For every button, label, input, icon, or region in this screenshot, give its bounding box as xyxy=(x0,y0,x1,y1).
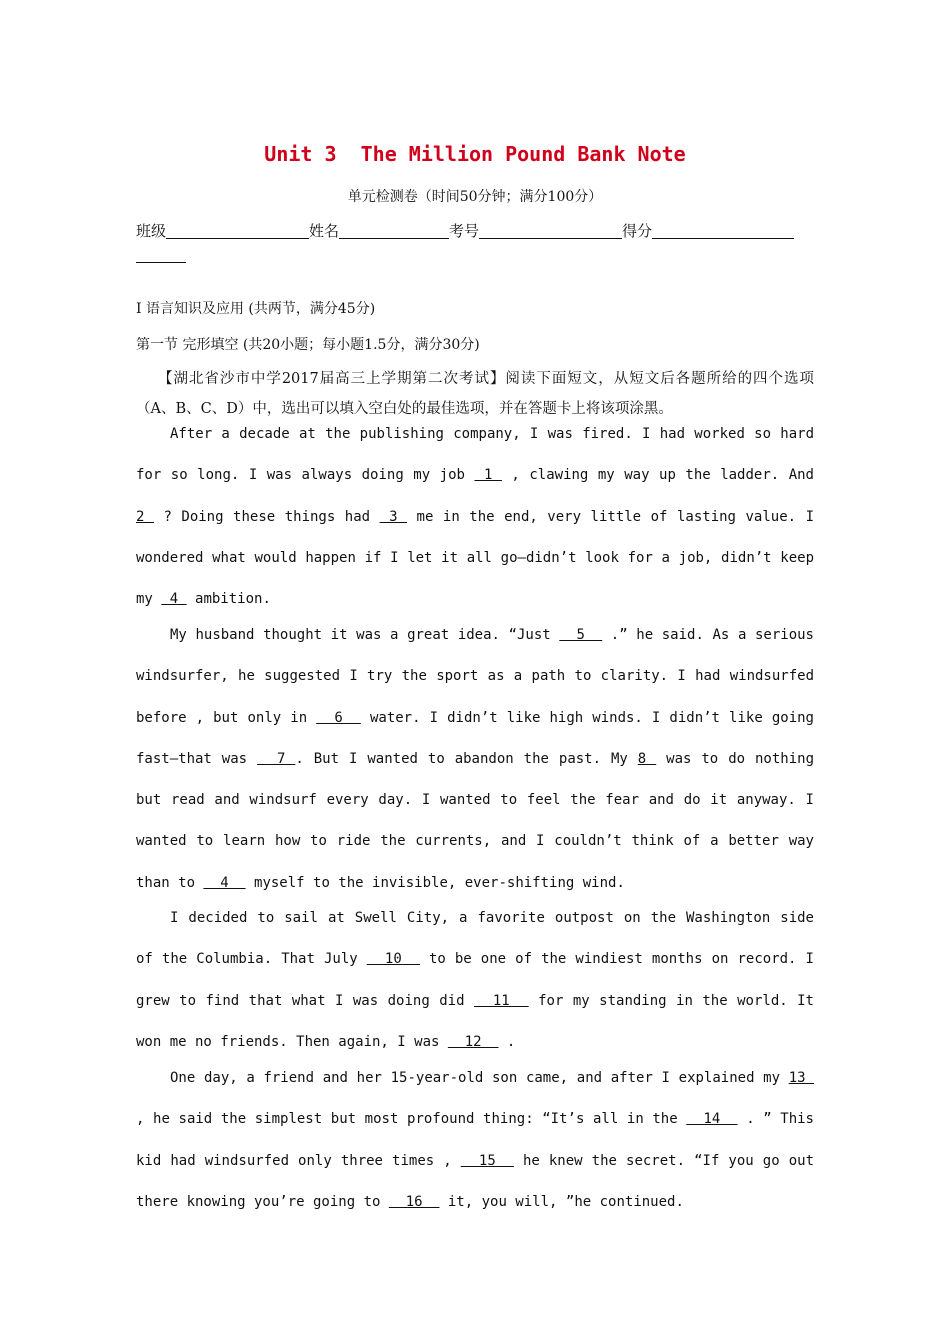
blank-6: 6 xyxy=(316,709,361,726)
text: he knew the secret. “If you go out there knowing you’re going to xyxy=(136,1152,814,1210)
score-field[interactable] xyxy=(652,222,794,239)
blank-14: 14 xyxy=(686,1111,738,1128)
text: . ” This kid had windsurfed only three times , xyxy=(136,1111,814,1169)
blank-3: 3 xyxy=(379,508,408,525)
blank-16: 16 xyxy=(388,1193,440,1210)
class-label: 班级 xyxy=(136,222,167,240)
text: ambition. xyxy=(186,591,271,608)
passage-paragraph-3 xyxy=(136,898,814,1063)
text: , he said the simplest but most profound thing: “It’s all in the xyxy=(136,1111,687,1128)
text: to be one of the windiest months on record. I grew to find that what I was doing did xyxy=(136,951,814,1009)
text: it, you will, ”he continued. xyxy=(439,1193,684,1210)
number-label: 考号 xyxy=(449,222,480,240)
subsection-heading: 第一节 完形填空 (共20小题；每小题1.5分，满分30分) xyxy=(136,337,480,353)
blank-1: 1 xyxy=(474,467,502,484)
passage-paragraph-4 xyxy=(136,1058,814,1223)
score-field-continuation xyxy=(136,262,186,263)
passage-paragraph-1 xyxy=(136,414,814,620)
exam-subtitle: 单元检测卷（时间50分钟；满分100分） xyxy=(347,189,603,205)
student-info-line xyxy=(136,220,814,241)
blank-13: 13 xyxy=(788,1070,814,1086)
number-field[interactable] xyxy=(479,222,622,239)
blank-8: 8 xyxy=(637,750,657,767)
blank-7: 7 xyxy=(257,750,296,767)
text: for my standing in the world. It won me no friends. Then again, I was xyxy=(136,992,814,1050)
text: After a decade at the publishing company, I was fired. I had worked so hard for so long. I was always doing my job xyxy=(136,426,814,484)
blank-5: 5 xyxy=(559,627,603,643)
text: My husband thought it was a great idea. “Just xyxy=(170,627,560,643)
text: I decided to sail at Swell City, a favorite outpost on the Washington side of the Columbia. That July xyxy=(136,910,814,968)
blank-11: 11 xyxy=(473,992,529,1009)
blank-9: 4 xyxy=(203,874,246,891)
passage-paragraph-2 xyxy=(136,615,814,904)
class-field[interactable] xyxy=(166,222,309,239)
blank-4: 4 xyxy=(161,591,187,608)
text: was to do nothing but read and windsurf every day. I wanted to feel the fear and do it anyway. I wanted to learn how to ride the currents, and I couldn’t think of a better way than to xyxy=(136,750,814,891)
text: ? Doing these things had xyxy=(153,508,380,525)
page-title: Unit 3 The Million Pound Bank Note xyxy=(264,142,686,166)
text: . xyxy=(498,1033,516,1050)
instructions: 【湖北省沙市中学2017届高三上学期第二次考试】阅读下面短文，从短文后各题所给的四个选项（A、B、C、D）中，选出可以填入空白处的最佳选项，并在答题卡上将该项涂黑。 xyxy=(136,371,814,417)
text: water. I didn’t like high winds. I didn’t like going fast—that was xyxy=(136,709,814,767)
blank-10: 10 xyxy=(366,951,420,968)
section-heading: I 语言知识及应用 (共两节，满分45分) xyxy=(136,301,376,317)
name-label: 姓名 xyxy=(309,222,340,240)
text: One day, a friend and her 15-year-old son came, and after I explained my xyxy=(170,1070,789,1086)
text: me in the end, very little of lasting value. I wondered what would happen if I let it all go—didn’t look for a job, didn’t keep my xyxy=(136,508,815,608)
text: . But I wanted to abandon the past. My xyxy=(295,750,638,767)
text: myself to the invisible, ever-shifting wind. xyxy=(245,874,625,891)
score-label: 得分 xyxy=(622,222,653,240)
name-field[interactable] xyxy=(339,222,449,239)
text: , clawing my way up the ladder. And xyxy=(501,467,814,484)
blank-12: 12 xyxy=(447,1033,499,1050)
blank-2: 2 xyxy=(136,508,154,525)
text: .” he said. As a serious windsurfer, he suggested I try the sport as a path to clarity. I had windsurfed before , but only in xyxy=(136,627,814,726)
blank-15: 15 xyxy=(460,1152,514,1169)
